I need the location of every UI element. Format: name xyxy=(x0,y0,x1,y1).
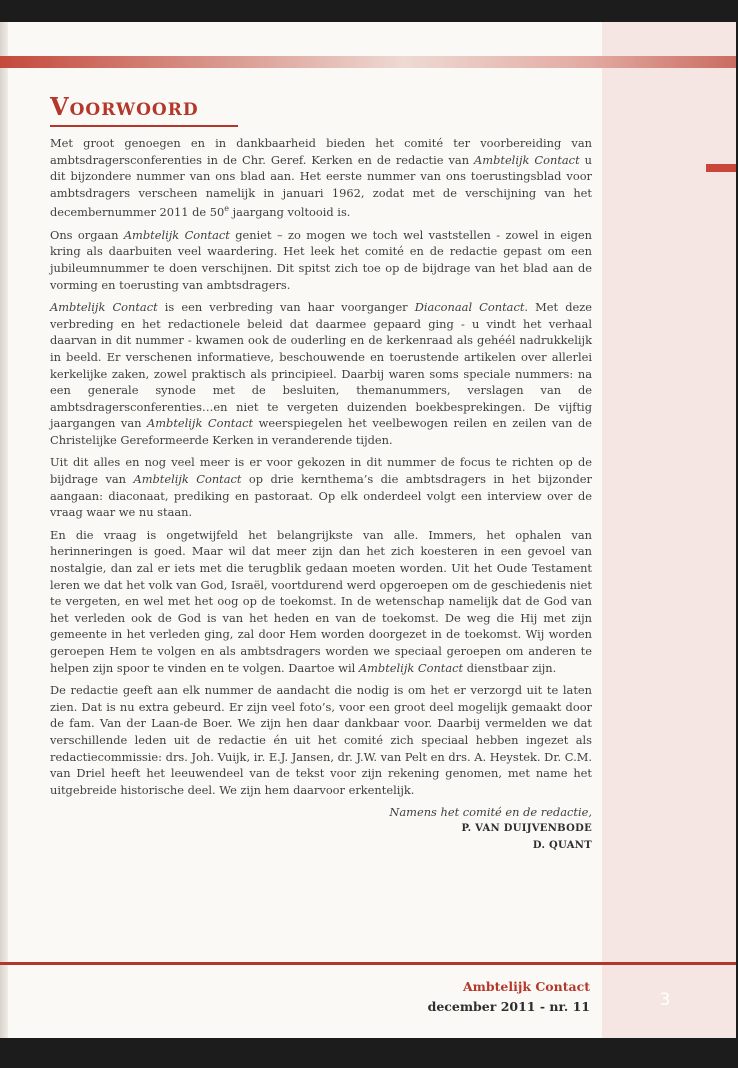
italic-title: Ambtelijk Contact xyxy=(358,660,464,675)
text-span: Met groot genoegen en in dankbaarheid bieden het comité ter voorbereiding van ambtsdragersconferenties in de Chr. Geref. Kerken en de redactie van xyxy=(50,136,592,167)
italic-title: Ambtelijk Contact xyxy=(50,300,158,315)
italic-title: Ambtelijk Contact xyxy=(474,152,580,167)
text-span: jaargang voltooid is. xyxy=(229,205,351,220)
text-span: Uit dit alles en nog veel meer is er voor gekozen in dit nummer de focus te richten op de bijdrage van xyxy=(50,455,592,487)
paragraph-4 xyxy=(50,454,592,520)
signature-line: Namens het comité en de redactie, xyxy=(389,805,592,820)
signatory-name: D. QUANT xyxy=(532,839,592,851)
binding-edge xyxy=(0,22,8,1038)
paragraph-1 xyxy=(50,135,592,221)
magazine-title: Ambtelijk Contact xyxy=(462,979,590,994)
article xyxy=(50,92,592,854)
text-span: En die vraag is ongetwijfeld het belangrijkste van alle. Immers, het ophalen van herinneringen is goed. Maar wil dat meer zijn dan het zich koesteren in een gevoel van nostalgie, dan zal er iets met die terugblik gedaan moeten worden. Uit het Oude Testament leren we dat het volk van God, Israël, voortdurend werd opgeroepen om de geschiedenis niet te vergeten, en wel met het oog op de toekomst. In de wetenschap namelijk dat de God van het verleden ook de God is van het heden en van de toekomst. De weg die Hij met zijn gemeente in het verleden ging, zal door Hem worden doorgezet in de toekomst. Wij worden geroepen Hem te volgen en als ambtsdragers worden we speciaal geroepen om anderen te helpen zijn spoor te vinden en te volgen. Daartoe wil xyxy=(50,527,592,675)
right-margin-column xyxy=(602,22,736,1038)
text-span: weerspiegelen het veelbewogen reilen en zeilen van de Christelijke Gereformeerde Kerken in veranderende tijden. xyxy=(50,416,592,447)
text-span: . Met deze verbreding en het redactionele beleid dat daarmee gepaard ging - u vindt het verhaal daarvan in dit nummer - kwamen ook de ouderling en de kerkenraad als gehéél nadrukkelijk in beeld. Er verschenen informatieve, beschouwende en toerustende artikelen over allerlei kerkelijke zaken, zowel praktisch als principieel. Daarbij waren soms speciale nummers: na een generale synode met de besluiten, themanummers, verslagen van de ambtsdragersconferenties…en niet te vergeten duizenden boekbesprekingen. De vijftig jaargangen van xyxy=(50,300,592,431)
footer xyxy=(428,977,590,1017)
issue-label: december 2011 - nr. 11 xyxy=(427,999,590,1014)
italic-title: Ambtelijk Contact xyxy=(147,416,254,431)
text-span: Ons orgaan xyxy=(50,227,124,242)
italic-title: Ambtelijk Contact xyxy=(123,227,230,242)
page-title: Voorwoord xyxy=(50,92,238,127)
paragraph-6: De redactie geeft aan elk nummer de aandacht die nodig is om het er verzorgd uit te laten zien. Dat is nu extra gebeurd. Er zijn veel foto’s, voor een groot deel mogelijk gemaakt door de fam. Van der Laan-de Boer. We zijn hen daar dankbaar voor. Daarbij vermelden we dat verschillende leden uit de redactie én uit het comité zich speciaal hebben ingezet als redactiecommissie: drs. Joh. Vuijk, ir. E.J. Jansen, dr. J.W. van Pelt en drs. A. Heystek. Dr. C.M. van Driel heeft het leeuwendeel van de tekst voor zijn rekening genomen, met name het uitgebreide historische deel. We zijn hem daarvoor erkentelijk. xyxy=(50,683,592,797)
text-span: op drie kernthema’s die ambtsdragers in het bijzonder aangaan: diaconaat, prediking en pastoraat. Op elk onderdeel volgt een interview over de vraag waar we nu staan. xyxy=(50,472,592,520)
text-span: geniet – zo mogen we toch wel vaststellen - zowel in eigen kring als daarbuiten veel waardering. Het leek het comité en de redactie gepast om een jubileumnummer te doen verschijnen. Dit spitst zich toe op de bijdrage van het blad aan de vorming en toerusting van ambtsdragers. xyxy=(50,227,593,292)
paragraph-2 xyxy=(50,227,592,293)
text-span: is een verbreding van haar voorganger xyxy=(157,300,415,315)
text-span: u dit bijzondere nummer van ons blad aan. Het eerste nummer van ons toerustingsblad voor ambtsdragers verscheen namelijk in januari 1962, zodat met de verschijning van het decembernummer 2011 de 50 xyxy=(50,152,592,220)
italic-title: Ambtelijk Contact xyxy=(133,472,242,487)
signature-block xyxy=(50,804,592,854)
paragraph-5 xyxy=(50,527,592,676)
footer-rule xyxy=(0,962,736,965)
superscript: e xyxy=(224,204,230,214)
signatory-name: P. VAN DUIJVENBODE xyxy=(461,822,592,834)
page-number: 3 xyxy=(659,990,671,1010)
paragraph-3 xyxy=(50,299,592,448)
italic-title: Diaconaal Contact xyxy=(414,300,525,315)
text-span: dienstbaar zijn. xyxy=(463,660,557,675)
top-color-band xyxy=(0,56,736,68)
section-marker xyxy=(706,164,736,172)
page xyxy=(0,22,736,1038)
